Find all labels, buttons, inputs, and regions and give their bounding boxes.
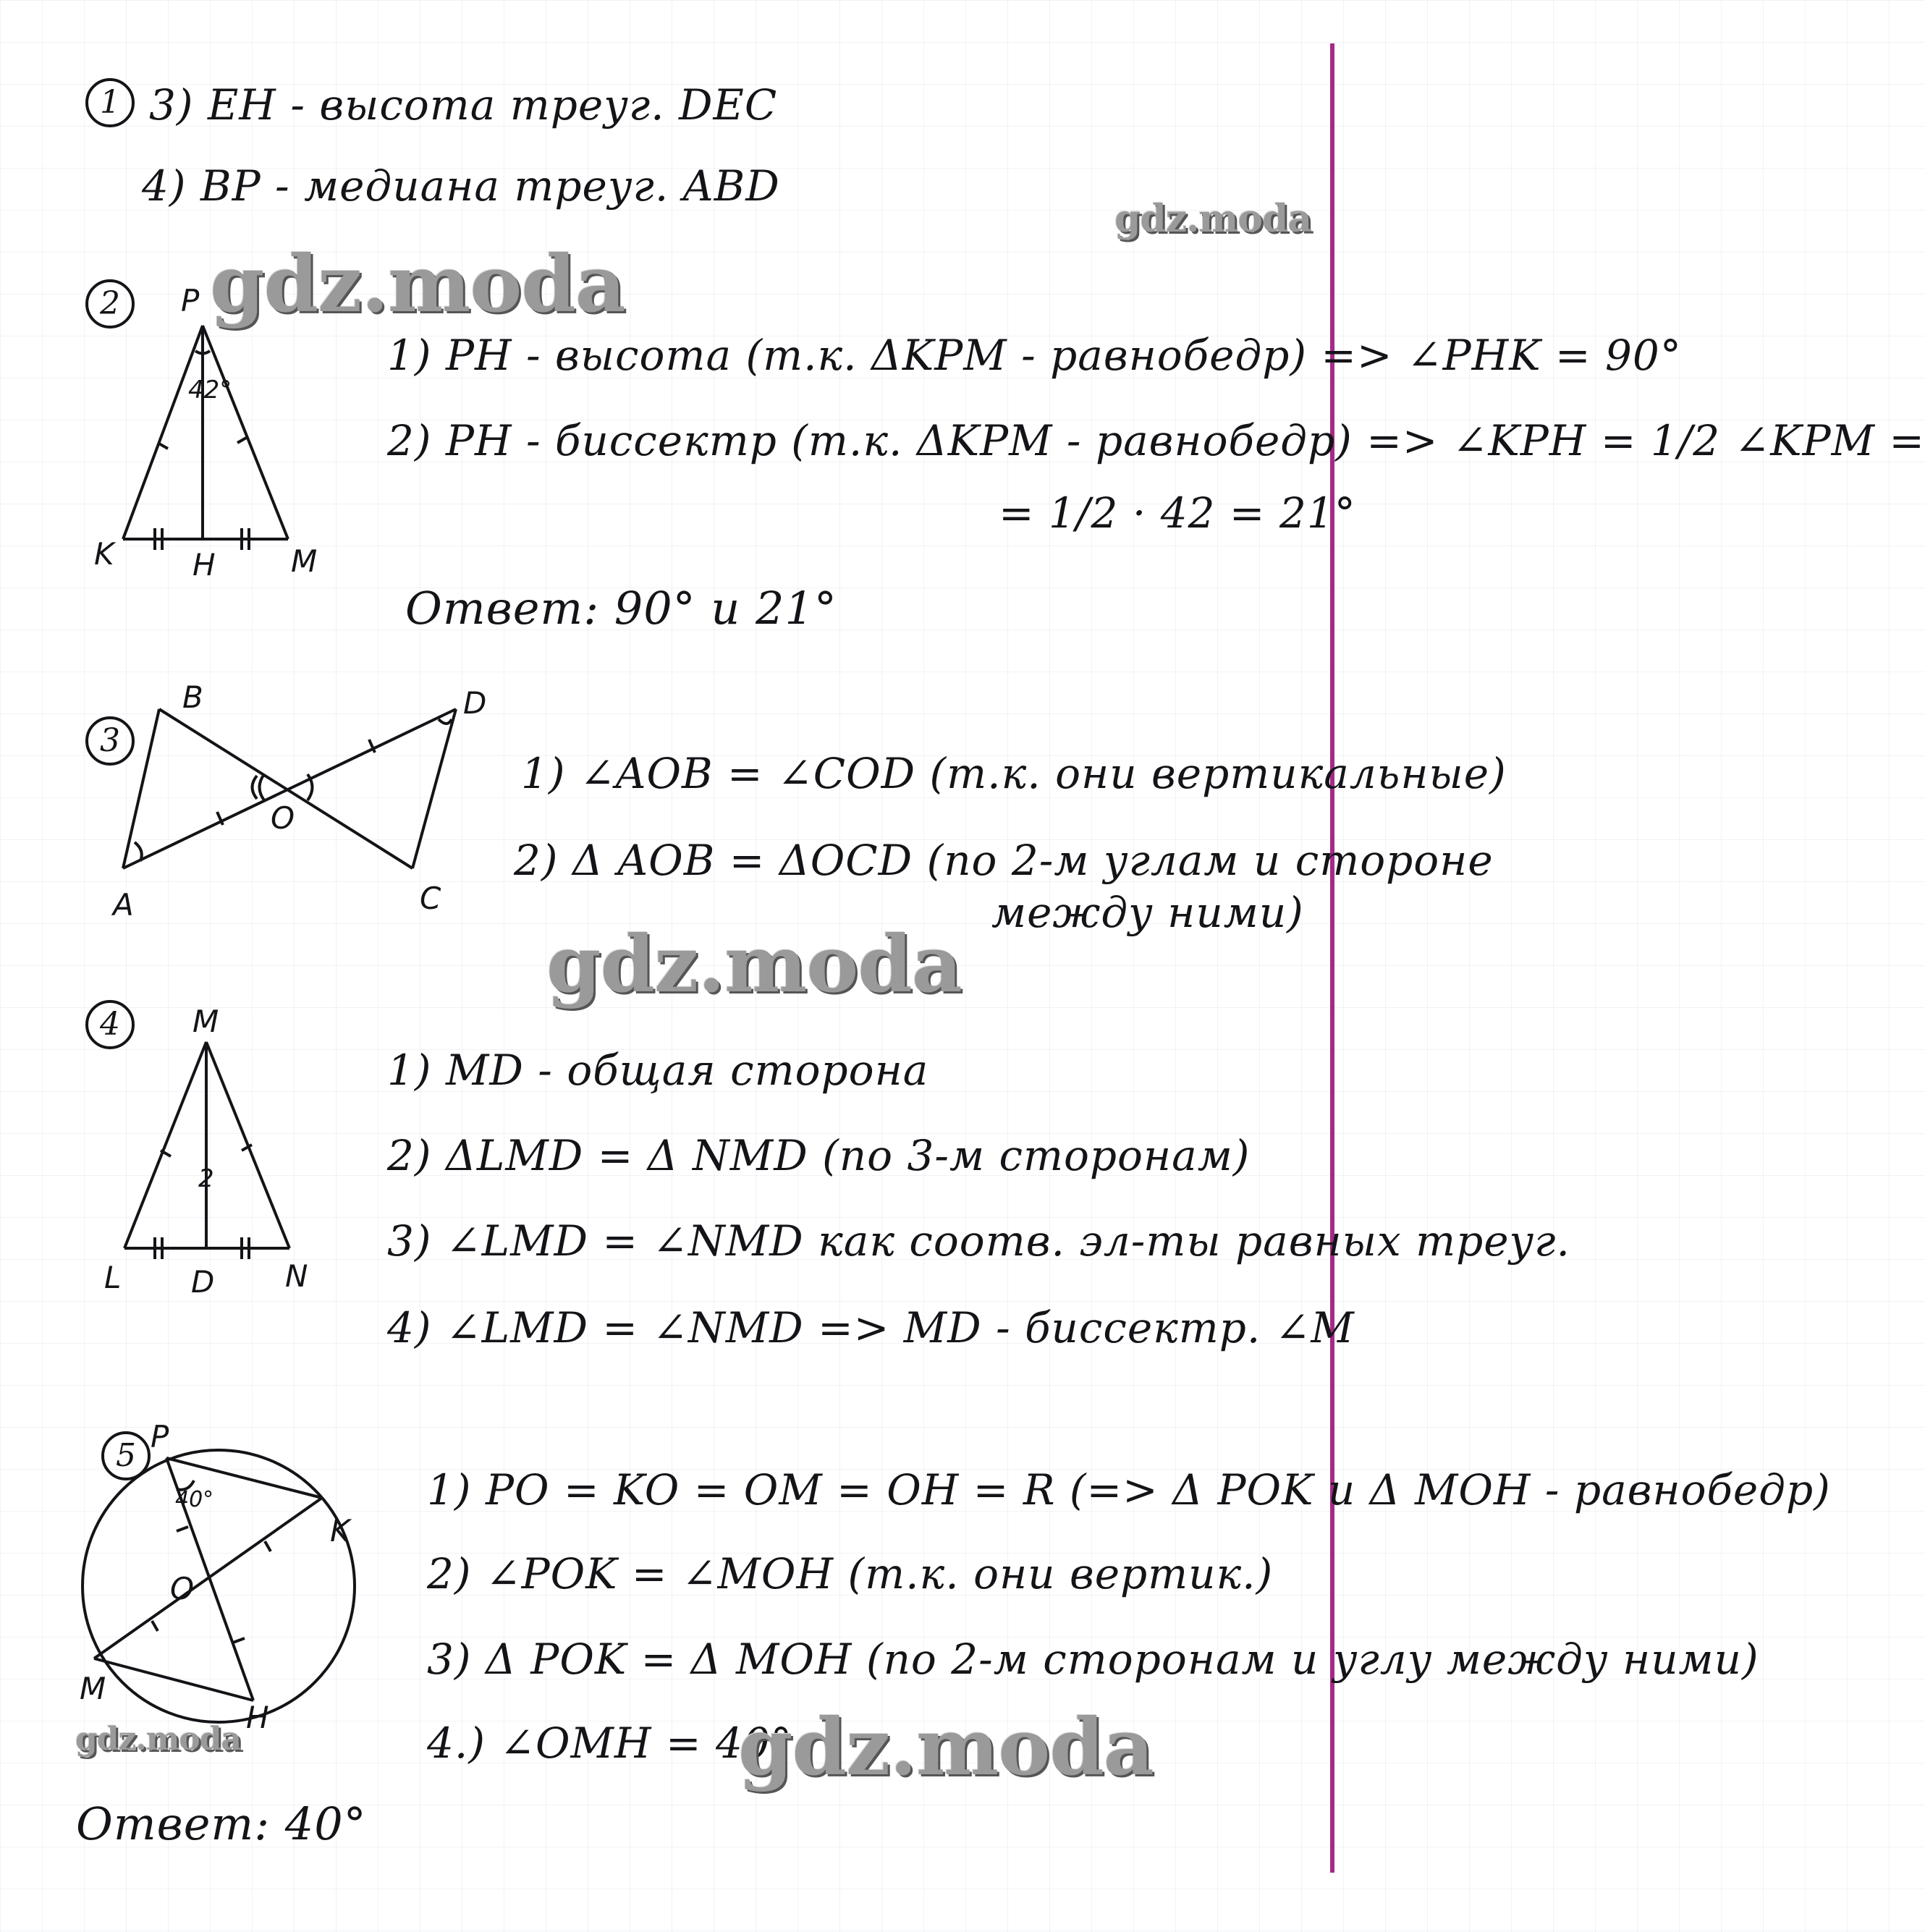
segment-ab [123,709,159,868]
task-5-line-3: 3) Δ POK = Δ MOH (по 2-м сторонам и углу между ними) [427,1635,1759,1684]
task-2-line-3: = 1/2 · 42 = 21° [999,488,1356,538]
label-angle-40: 40° [175,1487,214,1512]
tick-pm [237,437,248,443]
watermark-task-2: gdz.moda [210,239,625,330]
page-margin-line [1330,43,1334,1873]
label-a: A [113,887,134,923]
label-d: D [463,685,487,721]
label-c: C [420,881,441,916]
circle [82,1450,355,1722]
label-angle-42: 42° [188,376,232,404]
watermark-top-right: gdz.moda [1114,197,1312,241]
task-4-line-3: 3) ∠LMD = ∠NMD как соотв. эл-ты равных треуг. [387,1216,1570,1266]
task-3-number: 3 [85,716,135,766]
label-d: D [191,1264,215,1300]
task-4-line-2: 2) ΔLMD = Δ NMD (по 3-м сторонам) [387,1131,1251,1180]
segment-dc [412,709,456,868]
task-2-answer: Ответ: 90° и 21° [405,582,837,635]
task-1-line-1: 3) EH - высота треуг. DEC [149,80,778,130]
label-m: M [80,1671,106,1706]
task-3-line-3: между ними) [991,888,1304,937]
angle-arc-d [439,719,452,724]
task-3-bowtie-figure [101,679,507,926]
task-5-line-2: 2) ∠POK = ∠MOH (т.к. они вертик.) [427,1549,1274,1598]
label-h: H [192,547,216,582]
label-o: O [271,800,295,836]
task-1-number: 1 [85,78,135,127]
task-5-number: 5 [101,1431,151,1480]
angle-arc-o-left [260,774,265,800]
label-h: H [246,1700,269,1735]
side-mn [206,1042,289,1248]
watermark-task-3: gdz.moda [546,919,962,1010]
segment-bc [159,709,412,868]
watermark-small-bottom: gdz.moda [75,1721,242,1758]
label-n: N [285,1258,308,1294]
side-ml [124,1042,206,1248]
label-p: P [151,1419,169,1454]
task-4-number: 4 [85,1000,135,1049]
task-5-line-4: 4.) ∠OMH = 40° [427,1719,792,1768]
task-2-number: 2 [85,279,135,329]
task-5-line-1: 1) PO = KO = OM = OH = R (=> Δ POK и Δ MOH - равнобедр) [427,1465,1831,1514]
diameter-km [94,1498,322,1658]
angle-arc-o-left-2 [253,776,258,799]
label-l: L [104,1260,122,1295]
task-2-line-2: 2) PH - биссектр (т.к. ΔKPM - равнобедр) => ∠KPH = 1/2 ∠KPM = [387,416,1925,465]
segment-ad [123,709,456,868]
label-b: B [182,679,203,715]
task-5-circle-figure [72,1419,376,1735]
side-pm [203,326,288,539]
label-o: O [170,1571,195,1606]
tick-po [177,1527,188,1531]
label-k: K [330,1513,350,1548]
task-3-line-2: 2) Δ AOB = ΔOCD (по 2-м углам и стороне [514,836,1494,885]
label-k: K [94,536,114,572]
tick-ok [265,1541,271,1551]
task-4-line-1: 1) MD - общая сторона [387,1046,929,1095]
label-2: 2 [198,1164,214,1193]
task-4-triangle-figure [94,1004,340,1300]
tick-oh [233,1638,245,1643]
task-2-line-1: 1) PH - высота (т.к. ΔKPM - равнобедр) => ∠PHK = 90° [387,331,1682,380]
task-4-line-4: 4) ∠LMD = ∠NMD => MD - биссектр. ∠M [387,1303,1355,1352]
label-m: M [291,543,318,579]
task-1-line-2: 4) BP - медиана треуг. ABD [142,161,780,211]
label-m: M [192,1004,219,1039]
angle-arc-a [135,842,142,861]
label-p: P [181,283,200,318]
side-pk [123,326,203,539]
task-3-line-1: 1) ∠AOB = ∠COD (т.к. они вертикальные) [521,749,1507,798]
tick-om [152,1621,158,1631]
task-5-answer: Ответ: 40° [76,1797,367,1850]
watermark-bottom: gdz.moda [738,1702,1154,1793]
